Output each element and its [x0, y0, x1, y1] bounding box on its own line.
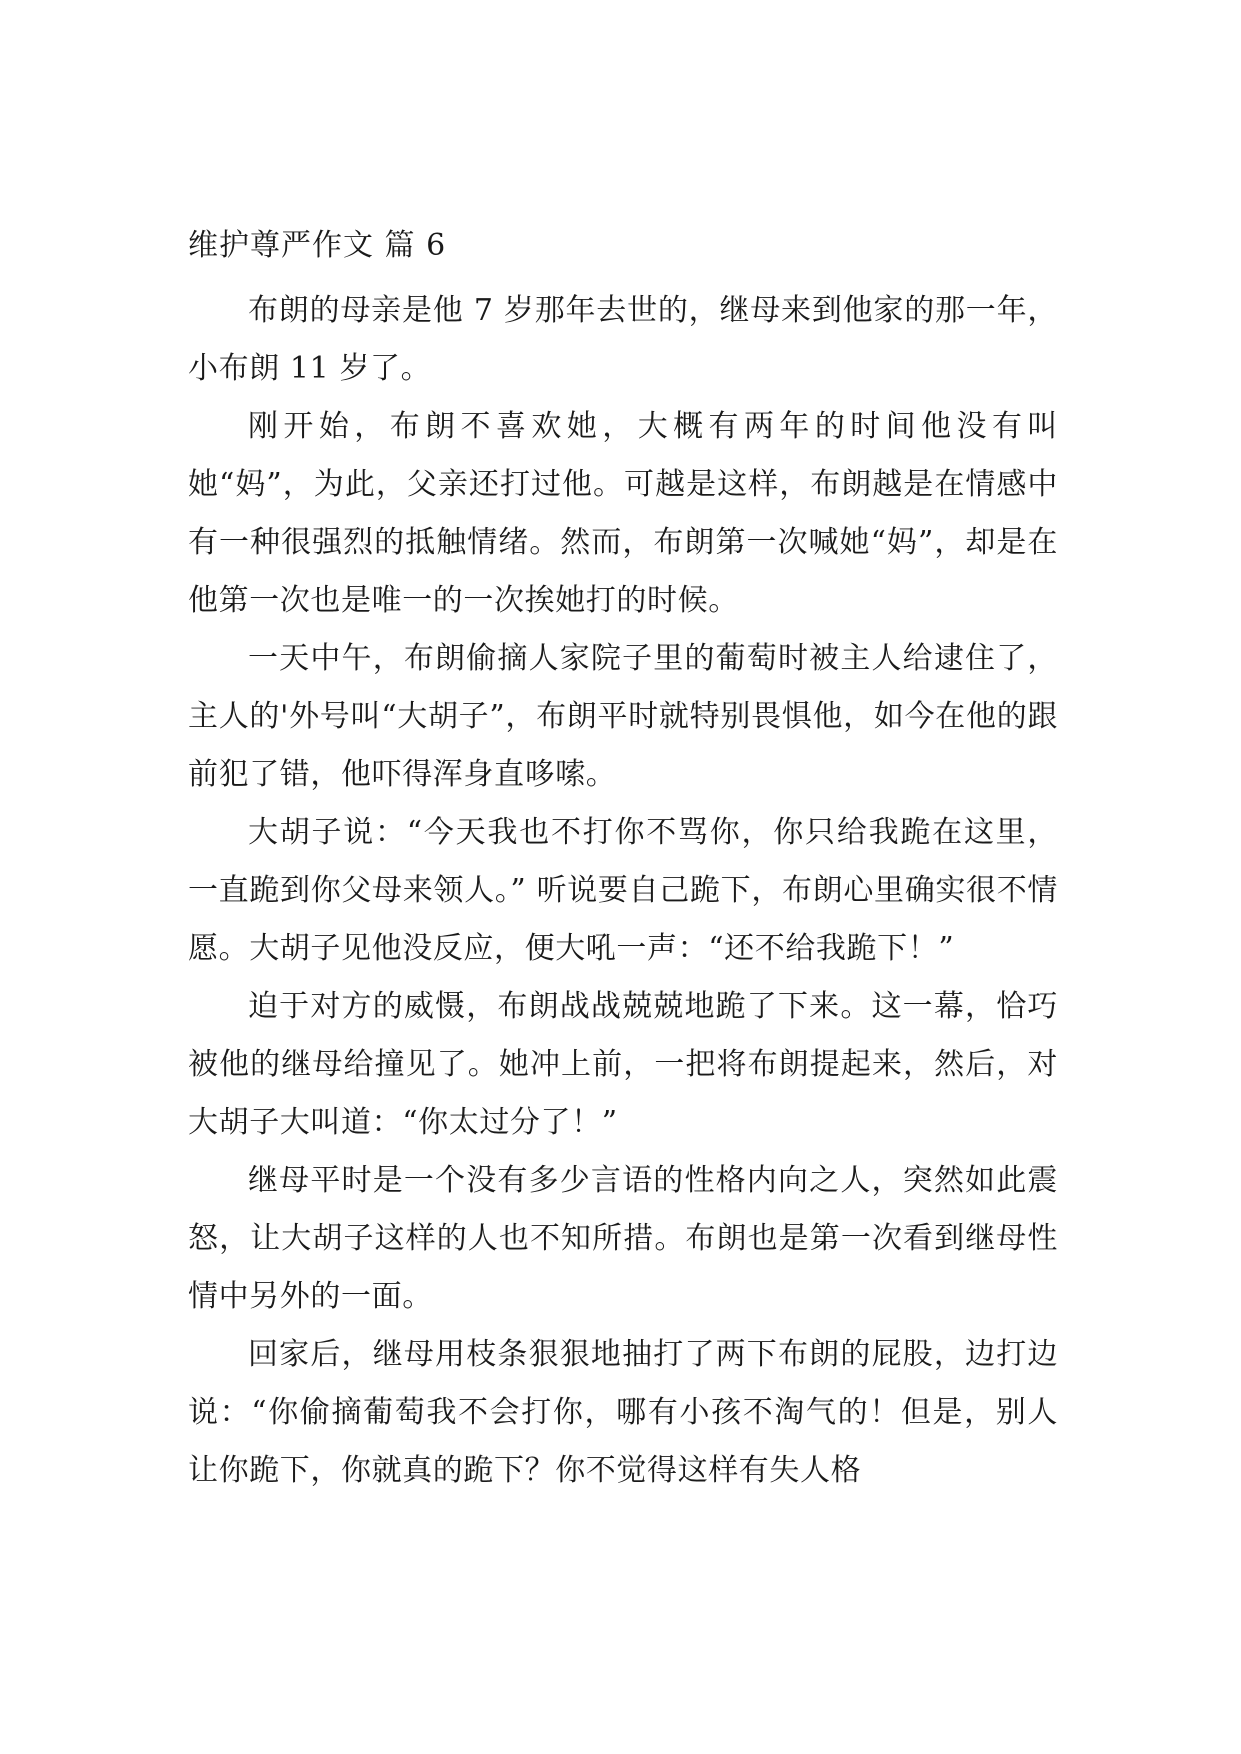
paragraph: 迫于对方的威慑，布朗战战兢兢地跪了下来。这一幕，恰巧被他的继母给撞见了。她冲上前，一把将布朗提起来，然后，对大胡子大叫道：“你太过分了！”: [188, 989, 1058, 1140]
paragraph: 回家后，继母用枝条狠狠地抽打了两下布朗的屁股，边打边说：“你偷摘葡萄我不会打你，哪有小孩不淘气的！但是，别人让你跪下，你就真的跪下？你不觉得这样有失人格: [188, 1337, 1058, 1488]
document-title: 维护尊严作文 篇 6: [188, 228, 447, 263]
paragraph: 刚开始，布朗不喜欢她，大概有两年的时间他没有叫她“妈”，为此，父亲还打过他。可越是这样，布朗越是在情感中有一种很强烈的抵触情绪。然而，布朗第一次喊她“妈”，却是在他第一次也是唯一的一次挨她打的时候。: [188, 409, 1058, 618]
paragraph: 大胡子说：“今天我也不打你不骂你，你只给我跪在这里，一直跪到你父母来领人。” 听说要自己跪下，布朗心里确实很不情愿。大胡子见他没反应，便大吼一声：“还不给我跪下！”: [188, 815, 1058, 966]
paragraph: 布朗的母亲是他 7 岁那年去世的，继母来到他家的那一年，小布朗 11 岁了。: [188, 293, 1058, 386]
paragraph: 一天中午，布朗偷摘人家院子里的葡萄时被主人给逮住了，主人的'外号叫“大胡子”，布朗平时就特别畏惧他，如今在他的跟前犯了错，他吓得浑身直哆嗦。: [188, 641, 1058, 792]
document-page: [188, 224, 1058, 1500]
paragraph: 继母平时是一个没有多少言语的性格内向之人，突然如此震怒，让大胡子这样的人也不知所措。布朗也是第一次看到继母性情中另外的一面。: [188, 1163, 1058, 1314]
